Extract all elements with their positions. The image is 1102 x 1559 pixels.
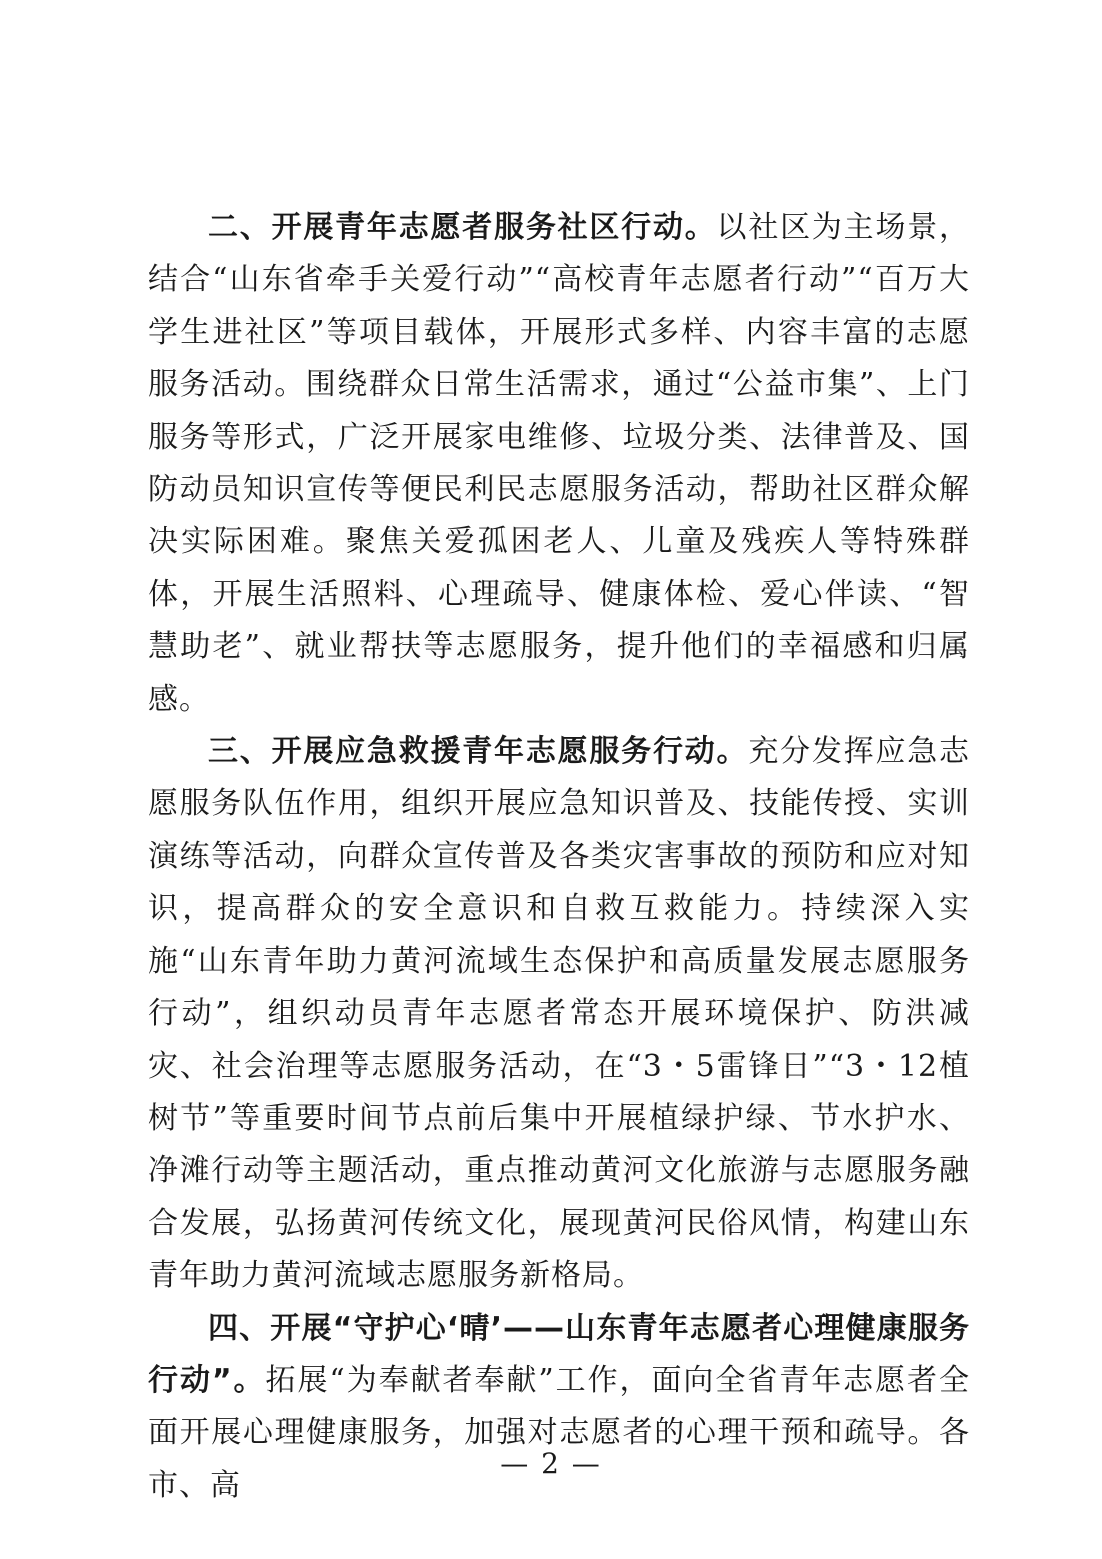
section-2-heading: 二、开展青年志愿者服务社区行动。	[208, 210, 717, 245]
section-3-heading: 三、开展应急救援青年志愿服务行动。	[208, 734, 749, 770]
section-4-body: 拓展“为奉献者奉献”工作，面向全省青年志愿者全面开展心理健康服务，加强对志愿者的心理干预和疏导。各市、高	[148, 1362, 970, 1503]
section-2-paragraph	[148, 202, 970, 726]
page-number: — 2 —	[500, 1447, 602, 1480]
document-body	[148, 202, 970, 1512]
section-4-paragraph	[148, 1303, 970, 1513]
section-3-paragraph	[148, 726, 970, 1302]
section-3-body: 充分发挥应急志愿服务队伍作用，组织开展应急知识普及、技能传授、实训演练等活动，向群众宣传普及各类灾害事故的预防和应对知识，提高群众的安全意识和自救互救能力。持续深入实施“山东青年助力黄河流域生态保护和高质量发展志愿服务行动”，组织动员青年志愿者常态开展环境保护、防洪减灾、社会治理等志愿服务活动，在“3・5雷锋日”“3・12植树节”等重要时间节点前后集中开展植绿护绿、节水护水、净滩行动等主题活动，重点推动黄河文化旅游与志愿服务融合发展，弘扬黄河传统文化，展现黄河民俗风情，构建山东青年助力黄河流域志愿服务新格局。	[148, 734, 971, 1294]
section-2-body: 以社区为主场景，结合“山东省牵手关爱行动”“高校青年志愿者行动”“百万大学生进社区”等项目载体，开展形式多样、内容丰富的志愿服务活动。围绕群众日常生活需求，通过“公益市集”、上门服务等形式，广泛开展家电维修、垃圾分类、法律普及、国防动员知识宣传等便民利民志愿服务活动，帮助社区群众解决实际困难。聚焦关爱孤困老人、儿童及残疾人等特殊群体，开展生活照料、心理疏导、健康体检、爱心伴读、“智慧助老”、就业帮扶等志愿服务，提升他们的幸福感和归属感。	[148, 210, 971, 717]
section-4-heading: 四、开展“守护心‘晴’——山东青年志愿者心理健康服务行动”。	[148, 1310, 970, 1398]
